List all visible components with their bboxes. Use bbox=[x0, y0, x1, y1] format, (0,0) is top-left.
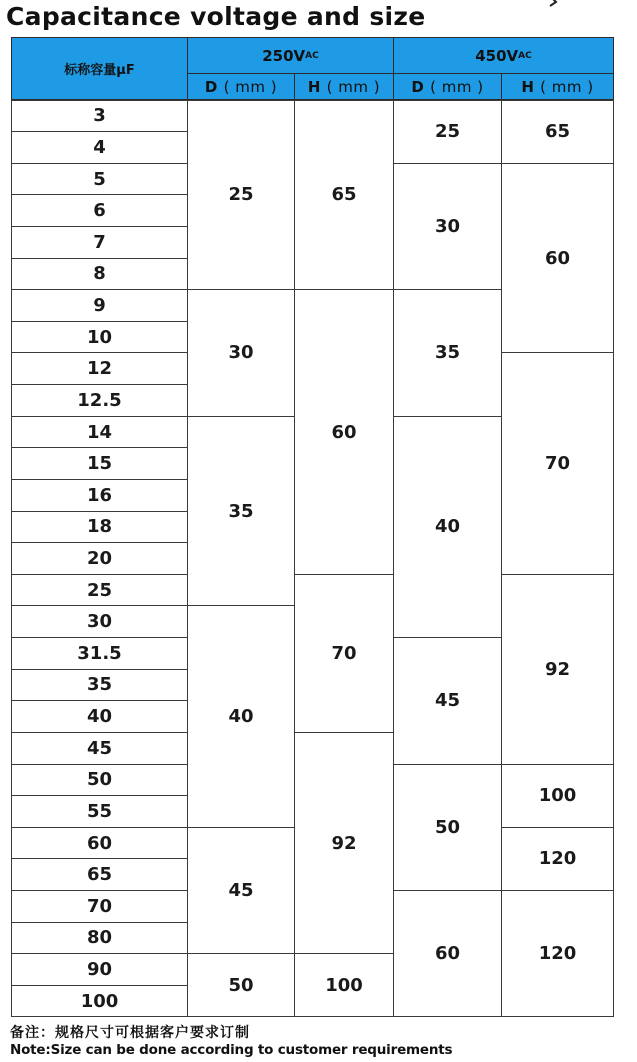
d250-cell: 45 bbox=[187, 827, 295, 954]
col-d450-unit: ( mm ) bbox=[430, 77, 484, 96]
capacitance-cell: 80 bbox=[11, 922, 188, 955]
capacitance-header bbox=[11, 37, 188, 100]
voltage-450-subscript: AC bbox=[518, 50, 532, 61]
voltage-450-header bbox=[393, 37, 614, 74]
note-chinese: 备注：规格尺寸可根据客户要求订制 bbox=[10, 1025, 250, 1041]
capacitance-cell: 70 bbox=[11, 890, 188, 923]
d450-cell: 60 bbox=[393, 890, 502, 1017]
h450-cell: 60 bbox=[501, 163, 614, 354]
d450-cell: 45 bbox=[393, 637, 502, 764]
d250-cell: 25 bbox=[187, 100, 295, 291]
d250-cell: 30 bbox=[187, 289, 295, 416]
capacitance-cell: 16 bbox=[11, 479, 188, 512]
capacitance-cell: 6 bbox=[11, 194, 188, 227]
col-d250-unit: ( mm ) bbox=[223, 77, 278, 96]
h450-cell: 120 bbox=[501, 827, 614, 891]
capacitance-cell: 3 bbox=[11, 100, 188, 133]
h250-cell: 65 bbox=[294, 100, 394, 291]
capacitance-cell: 60 bbox=[11, 827, 188, 860]
h250-cell: 70 bbox=[294, 574, 394, 733]
h450-cell: 65 bbox=[501, 100, 614, 164]
d450-cell: 40 bbox=[393, 416, 502, 638]
capacitance-cell: 8 bbox=[11, 258, 188, 291]
d250-cell: 50 bbox=[187, 953, 295, 1017]
d450-cell: 25 bbox=[393, 100, 502, 164]
d450-cell: 30 bbox=[393, 163, 502, 290]
col-h450-header bbox=[501, 73, 614, 100]
page-title: Capacitance voltage and size bbox=[6, 2, 426, 31]
capacitance-cell: 45 bbox=[11, 732, 188, 765]
h250-cell: 60 bbox=[294, 289, 394, 575]
voltage-250-value: 250V bbox=[262, 46, 306, 65]
capacitance-cell: 90 bbox=[11, 953, 188, 986]
col-h450-unit: ( mm ) bbox=[540, 77, 594, 96]
capacitance-cell: 18 bbox=[11, 511, 188, 544]
h250-cell: 100 bbox=[294, 953, 394, 1017]
h450-cell: 92 bbox=[501, 574, 614, 765]
capacitance-cell: 10 bbox=[11, 321, 188, 354]
corner-arrow-icon bbox=[548, 0, 562, 8]
note-english: Note:Size can be done according to customer requirements bbox=[10, 1042, 453, 1058]
capacitance-cell: 14 bbox=[11, 416, 188, 449]
capacitance-cell: 40 bbox=[11, 700, 188, 733]
capacitance-cell: 50 bbox=[11, 764, 188, 797]
col-d250-letter: D bbox=[204, 77, 218, 96]
col-h250-letter: H bbox=[307, 77, 321, 96]
capacitance-cell: 20 bbox=[11, 542, 188, 575]
d250-cell: 35 bbox=[187, 416, 295, 607]
d450-cell: 50 bbox=[393, 764, 502, 891]
h450-cell: 100 bbox=[501, 764, 614, 828]
capacitance-cell: 65 bbox=[11, 858, 188, 891]
voltage-250-subscript: AC bbox=[305, 50, 319, 61]
voltage-450-value: 450V bbox=[475, 46, 519, 65]
h450-cell: 120 bbox=[501, 890, 614, 1017]
capacitance-cell: 15 bbox=[11, 447, 188, 480]
col-h250-unit: ( mm ) bbox=[326, 77, 381, 96]
d450-cell: 35 bbox=[393, 289, 502, 416]
capacitance-cell: 35 bbox=[11, 669, 188, 702]
capacitance-cell: 55 bbox=[11, 795, 188, 828]
capacitance-cell: 5 bbox=[11, 163, 188, 196]
col-h250-header bbox=[294, 73, 394, 100]
col-h450-letter: H bbox=[521, 77, 535, 96]
col-d250-header bbox=[187, 73, 295, 100]
capacitance-cell: 9 bbox=[11, 289, 188, 322]
col-d450-header bbox=[393, 73, 502, 100]
capacitance-cell: 30 bbox=[11, 605, 188, 638]
capacitance-header-label: 标称容量μF bbox=[64, 63, 135, 78]
voltage-250-header bbox=[187, 37, 394, 74]
col-d450-letter: D bbox=[411, 77, 425, 96]
capacitance-cell: 12.5 bbox=[11, 384, 188, 417]
d250-cell: 40 bbox=[187, 605, 295, 827]
capacitance-cell: 12 bbox=[11, 352, 188, 385]
h250-cell: 92 bbox=[294, 732, 394, 954]
capacitance-cell: 4 bbox=[11, 131, 188, 164]
capacitance-cell: 7 bbox=[11, 226, 188, 259]
capacitance-cell: 100 bbox=[11, 985, 188, 1018]
capacitance-table bbox=[11, 37, 614, 1017]
capacitance-cell: 31.5 bbox=[11, 637, 188, 670]
h450-cell: 70 bbox=[501, 352, 614, 574]
capacitance-cell: 25 bbox=[11, 574, 188, 607]
